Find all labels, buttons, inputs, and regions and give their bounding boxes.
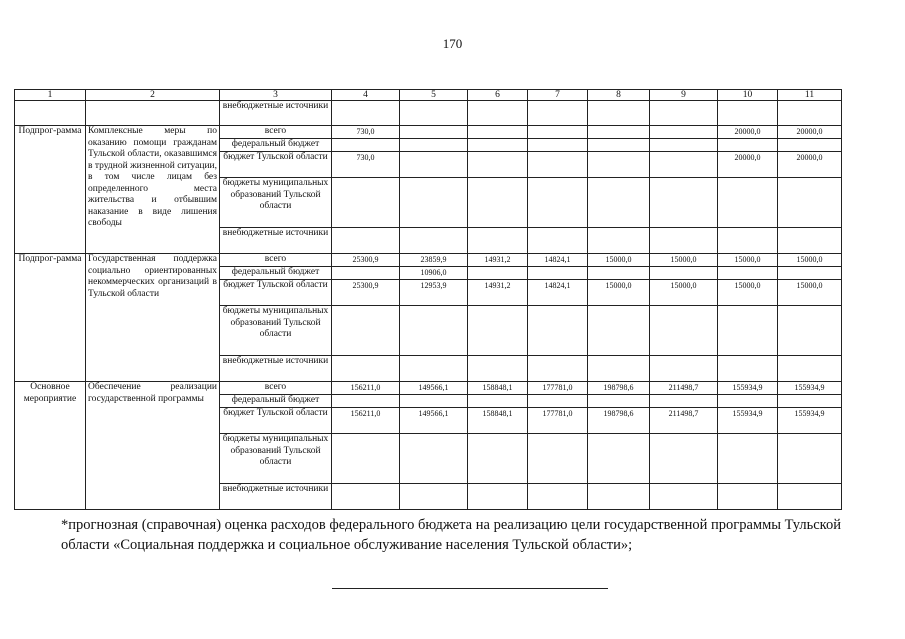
header-cell: 9 [650, 90, 718, 101]
table-header-row [15, 90, 842, 101]
measure-name-cell: Обеспечение реализации государственной программы [86, 382, 220, 510]
header-cell: 4 [332, 90, 400, 101]
value-cell [528, 267, 588, 280]
value-cell [468, 356, 528, 382]
value-cell [528, 434, 588, 484]
value-cell: 14824,1 [528, 254, 588, 267]
value-cell [778, 228, 842, 254]
funding-source-cell: внебюджетные источники [220, 228, 332, 254]
value-cell: 15000,0 [650, 254, 718, 267]
value-cell [650, 101, 718, 126]
value-cell [528, 484, 588, 510]
value-cell [588, 178, 650, 228]
value-cell [468, 395, 528, 408]
value-cell [528, 356, 588, 382]
table-row [15, 126, 842, 139]
value-cell: 156211,0 [332, 382, 400, 395]
budget-table [14, 89, 842, 510]
header-cell: 2 [86, 90, 220, 101]
value-cell: 14931,2 [468, 280, 528, 306]
value-cell: 15000,0 [650, 280, 718, 306]
value-cell [332, 178, 400, 228]
value-cell: 158848,1 [468, 382, 528, 395]
value-cell: 198798,6 [588, 382, 650, 395]
value-cell [588, 267, 650, 280]
table-row [15, 101, 842, 126]
value-cell [468, 126, 528, 139]
value-cell: 20000,0 [778, 152, 842, 178]
row-type-cell: Подпрог-рамма [15, 126, 86, 254]
value-cell [650, 152, 718, 178]
value-cell [400, 228, 468, 254]
value-cell [400, 395, 468, 408]
value-cell [588, 434, 650, 484]
value-cell [718, 228, 778, 254]
value-cell [400, 484, 468, 510]
funding-source-cell: бюджет Тульской области [220, 280, 332, 306]
value-cell [468, 152, 528, 178]
value-cell [650, 434, 718, 484]
value-cell [528, 228, 588, 254]
value-cell [332, 228, 400, 254]
value-cell: 15000,0 [778, 254, 842, 267]
value-cell [718, 434, 778, 484]
header-cell: 3 [220, 90, 332, 101]
value-cell [528, 306, 588, 356]
header-cell: 10 [718, 90, 778, 101]
measure-name-cell [86, 101, 220, 126]
table-row [15, 254, 842, 267]
value-cell: 14824,1 [528, 280, 588, 306]
value-cell [332, 356, 400, 382]
funding-source-cell: федеральный бюджет [220, 267, 332, 280]
value-cell [528, 152, 588, 178]
footnote: *прогнозная (справочная) оценка расходов федерального бюджета на реализацию цели государственной программы Тульской области «Социальная поддержка и социальное обслуживание населения Тульской области»; [61, 517, 841, 553]
header-cell: 8 [588, 90, 650, 101]
value-cell [778, 101, 842, 126]
value-cell: 158848,1 [468, 408, 528, 434]
value-cell [400, 139, 468, 152]
value-cell [468, 267, 528, 280]
value-cell [718, 178, 778, 228]
table-body [15, 90, 842, 510]
funding-source-cell: бюджет Тульской области [220, 408, 332, 434]
value-cell: 177781,0 [528, 382, 588, 395]
value-cell [400, 356, 468, 382]
header-cell: 5 [400, 90, 468, 101]
funding-source-cell: внебюджетные источники [220, 484, 332, 510]
value-cell [400, 126, 468, 139]
value-cell [778, 434, 842, 484]
table-row [15, 382, 842, 395]
value-cell: 149566,1 [400, 382, 468, 395]
row-type-cell [15, 101, 86, 126]
value-cell [650, 126, 718, 139]
value-cell: 14931,2 [468, 254, 528, 267]
value-cell [332, 434, 400, 484]
value-cell [468, 306, 528, 356]
header-cell: 11 [778, 90, 842, 101]
value-cell [718, 484, 778, 510]
value-cell [400, 178, 468, 228]
funding-source-cell: федеральный бюджет [220, 139, 332, 152]
row-type-cell: Основное мероприятие [15, 382, 86, 510]
value-cell [650, 484, 718, 510]
value-cell: 198798,6 [588, 408, 650, 434]
value-cell: 155934,9 [778, 382, 842, 395]
value-cell [332, 101, 400, 126]
value-cell [718, 101, 778, 126]
value-cell: 177781,0 [528, 408, 588, 434]
value-cell: 730,0 [332, 126, 400, 139]
value-cell: 155934,9 [718, 382, 778, 395]
value-cell [332, 267, 400, 280]
funding-source-cell: бюджеты муниципальных образований Тульской области [220, 434, 332, 484]
value-cell [650, 228, 718, 254]
value-cell [778, 267, 842, 280]
funding-source-cell: всего [220, 126, 332, 139]
value-cell: 15000,0 [588, 254, 650, 267]
value-cell [588, 306, 650, 356]
value-cell: 155934,9 [718, 408, 778, 434]
value-cell: 149566,1 [400, 408, 468, 434]
value-cell [528, 139, 588, 152]
value-cell [588, 395, 650, 408]
value-cell [778, 306, 842, 356]
value-cell [332, 306, 400, 356]
funding-source-cell: бюджет Тульской области [220, 152, 332, 178]
value-cell [718, 267, 778, 280]
value-cell [468, 101, 528, 126]
value-cell [528, 126, 588, 139]
value-cell [778, 484, 842, 510]
value-cell [650, 178, 718, 228]
value-cell [650, 306, 718, 356]
value-cell: 15000,0 [778, 280, 842, 306]
value-cell [468, 178, 528, 228]
value-cell [650, 395, 718, 408]
value-cell: 211498,7 [650, 382, 718, 395]
funding-source-cell: федеральный бюджет [220, 395, 332, 408]
value-cell [650, 139, 718, 152]
value-cell: 23859,9 [400, 254, 468, 267]
value-cell [588, 484, 650, 510]
value-cell [718, 139, 778, 152]
value-cell: 25300,9 [332, 254, 400, 267]
header-cell: 7 [528, 90, 588, 101]
value-cell [528, 101, 588, 126]
value-cell: 15000,0 [718, 280, 778, 306]
funding-source-cell: бюджеты муниципальных образований Тульской области [220, 178, 332, 228]
value-cell [468, 434, 528, 484]
value-cell [400, 101, 468, 126]
value-cell [528, 178, 588, 228]
value-cell [778, 139, 842, 152]
value-cell [400, 306, 468, 356]
header-cell: 6 [468, 90, 528, 101]
funding-source-cell: внебюджетные источники [220, 101, 332, 126]
value-cell: 15000,0 [718, 254, 778, 267]
value-cell [778, 178, 842, 228]
value-cell [650, 356, 718, 382]
value-cell [332, 484, 400, 510]
value-cell: 156211,0 [332, 408, 400, 434]
value-cell: 211498,7 [650, 408, 718, 434]
value-cell: 10906,0 [400, 267, 468, 280]
value-cell [588, 152, 650, 178]
value-cell [588, 356, 650, 382]
value-cell: 155934,9 [778, 408, 842, 434]
value-cell [588, 139, 650, 152]
header-cell: 1 [15, 90, 86, 101]
value-cell [588, 101, 650, 126]
value-cell [400, 434, 468, 484]
value-cell: 20000,0 [718, 152, 778, 178]
value-cell [718, 395, 778, 408]
value-cell [588, 126, 650, 139]
value-cell [778, 356, 842, 382]
value-cell: 25300,9 [332, 280, 400, 306]
funding-source-cell: всего [220, 382, 332, 395]
funding-source-cell: всего [220, 254, 332, 267]
value-cell: 20000,0 [718, 126, 778, 139]
value-cell: 730,0 [332, 152, 400, 178]
value-cell [400, 152, 468, 178]
value-cell [468, 484, 528, 510]
value-cell [718, 306, 778, 356]
value-cell [778, 395, 842, 408]
value-cell [588, 228, 650, 254]
value-cell [332, 139, 400, 152]
value-cell [468, 228, 528, 254]
separator-line [332, 588, 608, 589]
value-cell [332, 395, 400, 408]
value-cell: 20000,0 [778, 126, 842, 139]
funding-source-cell: бюджеты муниципальных образований Тульской области [220, 306, 332, 356]
value-cell: 15000,0 [588, 280, 650, 306]
row-type-cell: Подпрог-рамма [15, 254, 86, 382]
funding-source-cell: внебюджетные источники [220, 356, 332, 382]
value-cell [528, 395, 588, 408]
value-cell [650, 267, 718, 280]
page-number: 170 [442, 36, 463, 51]
value-cell [718, 356, 778, 382]
value-cell: 12953,9 [400, 280, 468, 306]
value-cell [468, 139, 528, 152]
measure-name-cell: Государственная поддержка социально ориентированных некоммерческих организаций в Тульской области [86, 254, 220, 382]
measure-name-cell: Комплексные меры по оказанию помощи гражданам Тульской области, оказавшимся в трудной жизненной ситуации, в том числе лицам без определенного места жительства и отбывшим наказание в виде лишения свободы [86, 126, 220, 254]
